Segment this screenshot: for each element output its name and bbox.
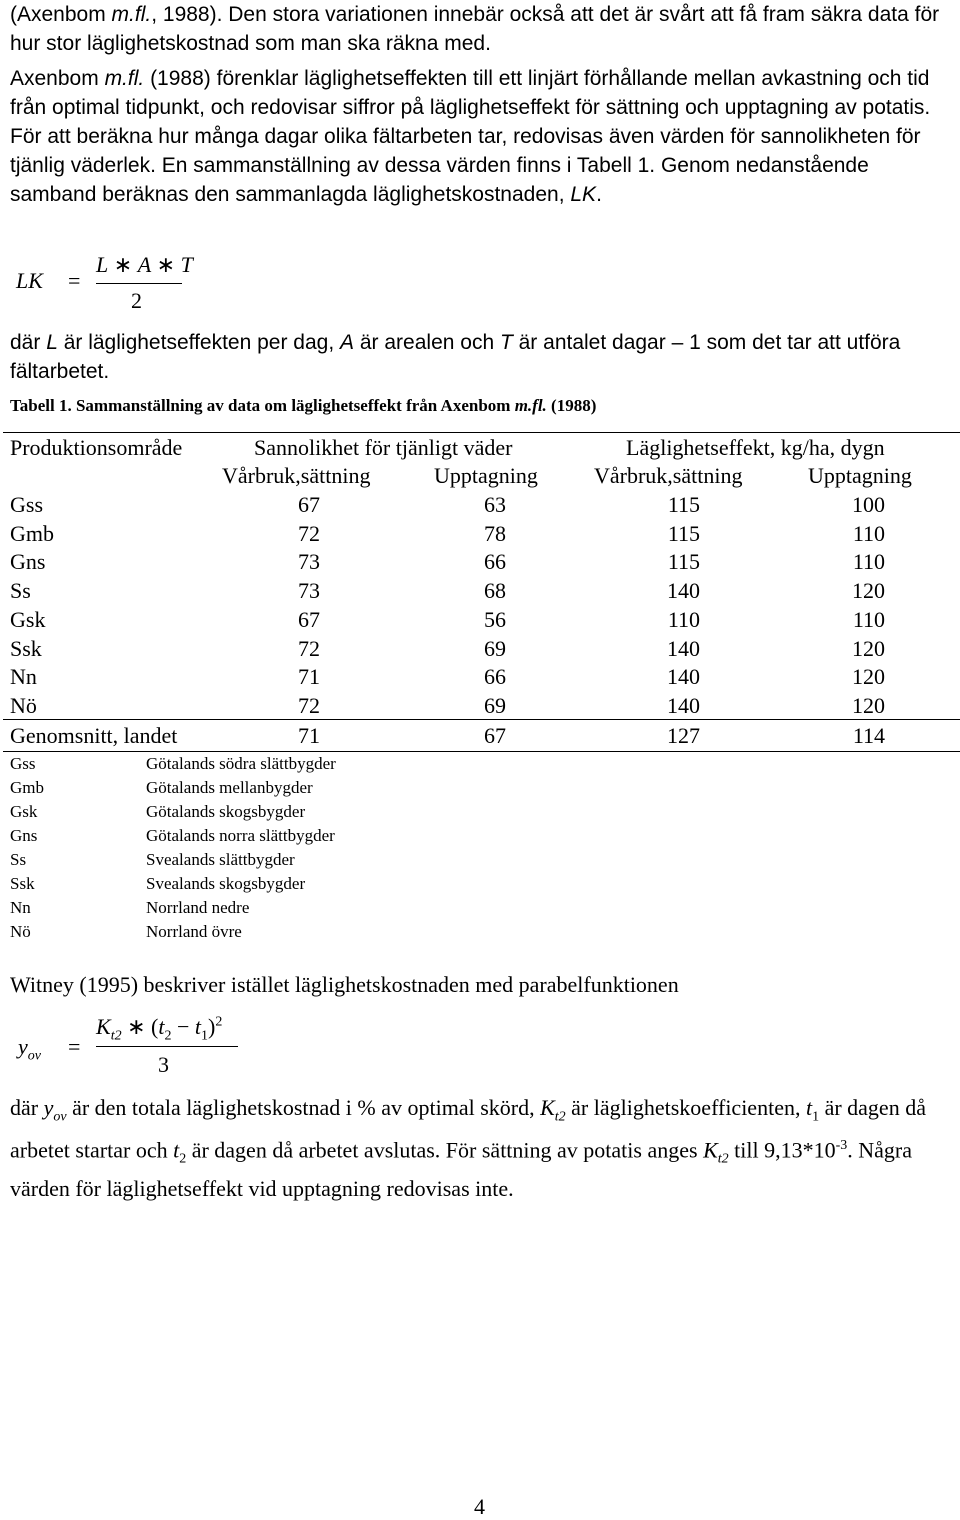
sub-1: 1 [201, 1028, 209, 1044]
text-span: är läglighetseffekten per dag, [57, 331, 341, 354]
op-star: ∗ [113, 252, 133, 277]
text-span: är dagen då arbetet avslutas. För sättning av potatis anges [186, 1137, 704, 1163]
table-cell-value: 140 [667, 578, 700, 604]
table-cell-value: 100 [852, 492, 885, 517]
table-cell-area: Gns [10, 549, 46, 575]
page-number: 4 [474, 1494, 485, 1519]
legend-code: Nn [10, 898, 31, 917]
text-italic: K [540, 1095, 555, 1120]
header-prob-group: Sannolikhet för tjänligt väder [254, 435, 513, 460]
table-cell-value: 115 [667, 520, 700, 546]
table-cell-value: 140 [667, 635, 700, 661]
table-cell-value: 66 [484, 664, 506, 690]
table-cell-value: 110 [852, 520, 885, 546]
text-italic: m.fl. [111, 3, 152, 26]
table-cell-value: 120 [852, 578, 885, 604]
table-cell-value: 67 [298, 492, 320, 517]
text-span: (1988) [546, 396, 597, 415]
table-cell-value: 72 [298, 635, 320, 661]
legend-code: Gsk [10, 802, 38, 821]
text-sub: ov [53, 1109, 67, 1125]
table-cell-value: 114 [852, 723, 885, 748]
text-span: . [596, 183, 602, 206]
table-cell-area: Gmb [10, 520, 54, 546]
legend-code: Gns [10, 826, 38, 845]
text-sub: 1 [812, 1109, 820, 1125]
text-span: (Axenbom [10, 3, 112, 26]
legend-row [10, 776, 336, 800]
table-rule-top [3, 432, 960, 433]
formula-equals: = [68, 1034, 81, 1059]
text-span: är antalet dagar – 1 som det tar att utföra fältarbetet. [10, 331, 901, 383]
table-cell-value: 66 [484, 549, 506, 575]
table-cell-value: 63 [484, 492, 506, 517]
text-span: Axenbom [10, 67, 105, 90]
legend-name: Götalands mellanbygder [146, 778, 313, 797]
text-italic: m.fl. [104, 67, 145, 90]
header-sub-sowing: Vårbruk,sättning [594, 463, 743, 488]
text-italic: L [46, 331, 58, 354]
sub-t2: t2 [110, 1028, 122, 1044]
text-span: till 9,13*10 [728, 1137, 836, 1163]
formula-denominator: 3 [158, 1052, 169, 1077]
text-span: är dagen då arbetet startar och [10, 1095, 926, 1163]
text-sub: t2 [717, 1152, 729, 1168]
header-sub-harvest: Upptagning [808, 463, 912, 488]
table-cell-value: 67 [298, 606, 320, 632]
text-span: är arealen och [354, 331, 500, 354]
table-cell-value: 110 [852, 549, 885, 575]
legend-row [10, 872, 336, 896]
formula-lhs: LK [16, 268, 43, 293]
legend-code: Gss [10, 754, 36, 773]
table-cell-area: Ss [10, 578, 31, 604]
table-cell-value: 73 [298, 549, 320, 575]
table-cell-value: 71 [298, 664, 320, 690]
area-legend [10, 752, 336, 944]
table-cell-value: 69 [484, 692, 506, 718]
text-span: Witney (1995) beskriver istället läglighetskostnaden med parabelfunktionen [10, 972, 679, 997]
table-cell-value: 69 [484, 635, 506, 661]
paragraph-definitions [10, 328, 950, 386]
table-cell-area: Genomsnitt, landet [10, 723, 178, 748]
text-italic: K [703, 1137, 718, 1163]
legend-name: Norrland nedre [146, 898, 250, 917]
legend-row [10, 800, 336, 824]
formula-lk [16, 252, 193, 316]
legend-name: Götalands skogsbygder [146, 802, 306, 821]
paragraph-axenbom [10, 64, 950, 209]
formula-yov [18, 1012, 258, 1082]
table-cell-value: 115 [667, 492, 700, 517]
table-caption [10, 396, 596, 416]
text-italic: m.fl. [514, 396, 547, 415]
text-span: är den totala läglighetskostnad i % av optimal skörd, [66, 1095, 541, 1120]
table-cell-value: 72 [298, 692, 320, 718]
table-cell-area: Gss [10, 492, 44, 517]
legend-name: Svealands slättbygder [146, 850, 295, 869]
table-cell-value: 115 [667, 549, 700, 575]
table-cell-value: 73 [298, 578, 320, 604]
var-K: K [96, 1014, 111, 1039]
table-cell-value: 120 [852, 664, 885, 690]
legend-name: Svealands skogsbygder [146, 874, 306, 893]
table-cell-value: 78 [484, 520, 506, 546]
table-cell-area: Nn [10, 664, 37, 690]
text-span: där [10, 331, 47, 354]
legend-row [10, 752, 336, 776]
formula-numerator [96, 252, 193, 278]
text-italic: T [499, 331, 513, 354]
text-span: är läglighetskoefficienten, [565, 1095, 806, 1120]
fraction-bar [96, 283, 182, 284]
table-cell-value: 127 [667, 723, 700, 748]
text-span: , 1988). Den stora variationen innebär också att det är svårt att få fram säkra data för hur stor läglighetskostnad som man ska räkna med. [10, 3, 940, 55]
text-sub: 2 [179, 1152, 187, 1168]
table-cell-area: Nö [10, 692, 37, 718]
table-cell-value: 120 [852, 692, 885, 718]
var-T: T [180, 252, 193, 277]
text-span: där [10, 1095, 44, 1120]
formula-numerator [96, 1014, 222, 1044]
text-span: . Några värden för läglighetseffekt vid upptagning redovisas inte. [10, 1137, 913, 1202]
op-star: ∗ [156, 252, 176, 277]
legend-row [10, 920, 336, 944]
text-italic: A [340, 331, 355, 354]
table-cell-value: 140 [667, 664, 700, 690]
paren-close: ) [208, 1014, 216, 1039]
text-sup: -3 [835, 1138, 848, 1154]
table-cell-area: Gsk [10, 606, 46, 632]
header-sub-harvest: Upptagning [434, 463, 538, 488]
table-cell-value: 110 [667, 606, 700, 632]
legend-name: Götalands södra slättbygder [146, 754, 336, 773]
header-sub-sowing: Vårbruk,sättning [222, 463, 371, 488]
paragraph-yov-definition [10, 1093, 950, 1203]
paren-open: ( [151, 1014, 159, 1039]
legend-code: Ssk [10, 874, 35, 893]
legend-row [10, 848, 336, 872]
legend-row [10, 896, 336, 920]
header-area: Produktionsområde [10, 435, 183, 460]
legend-name: Norrland övre [146, 922, 242, 941]
table-cell-value: 68 [484, 578, 506, 604]
op-star: ∗ [127, 1014, 146, 1039]
var-y: y [18, 1034, 28, 1059]
text-italic: t [805, 1095, 813, 1120]
op-minus: − [176, 1014, 190, 1039]
text-sub: t2 [554, 1109, 566, 1125]
var-L: L [96, 252, 109, 277]
sub-ov: ov [27, 1048, 41, 1064]
table-cell-value: 120 [852, 635, 885, 661]
table-cell-value: 71 [298, 723, 320, 748]
text-italic: LK [570, 183, 597, 206]
formula-equals: = [68, 268, 81, 293]
paragraph-witney [10, 970, 950, 999]
text-span: (1988) förenklar läglighetseffekten till ett linjärt förhållande mellan avkastning och tid från optimal tidpunkt, och redovisar siffror på läglighetseffekt för sättning och upptagning av potatis. För att beräkna hur många dagar olika fältarbeten tar, redovisas även värden för sannolikheten för tjänlig väderlek. En sammanställning av dessa värden finns i Tabell 1. Genom nedanstående samband beräknas den sammanlagda läglighetskostnaden, [10, 67, 931, 206]
fraction-bar [96, 1046, 238, 1047]
sub-2: 2 [164, 1028, 172, 1044]
table-cell-value: 56 [484, 606, 506, 632]
text-span: Tabell 1. Sammanställning av data om läglighetseffekt från Axenbom [10, 396, 515, 415]
formula-denominator: 2 [131, 288, 142, 313]
text-italic: y [43, 1095, 54, 1120]
table-cell-value: 140 [667, 692, 700, 718]
table-cell-value: 72 [298, 520, 320, 546]
legend-code: Ss [10, 850, 27, 869]
table-cell-area: Ssk [10, 635, 42, 661]
text-italic: t [173, 1137, 180, 1163]
var-A: A [137, 252, 152, 277]
table-cell-value: 110 [852, 606, 885, 632]
legend-code: Gmb [10, 778, 44, 797]
exponent-2: 2 [215, 1014, 223, 1030]
legend-row [10, 824, 336, 848]
table-rule-mid [3, 719, 960, 720]
header-effect-group: Läglighetseffekt, kg/ha, dygn [626, 435, 885, 460]
table-cell-value: 67 [484, 723, 506, 748]
var-t: t [194, 1014, 202, 1039]
legend-code: Nö [10, 922, 31, 941]
legend-name: Götalands norra slättbygder [146, 826, 335, 845]
paragraph-intro [10, 0, 950, 58]
var-t: t [158, 1014, 165, 1039]
